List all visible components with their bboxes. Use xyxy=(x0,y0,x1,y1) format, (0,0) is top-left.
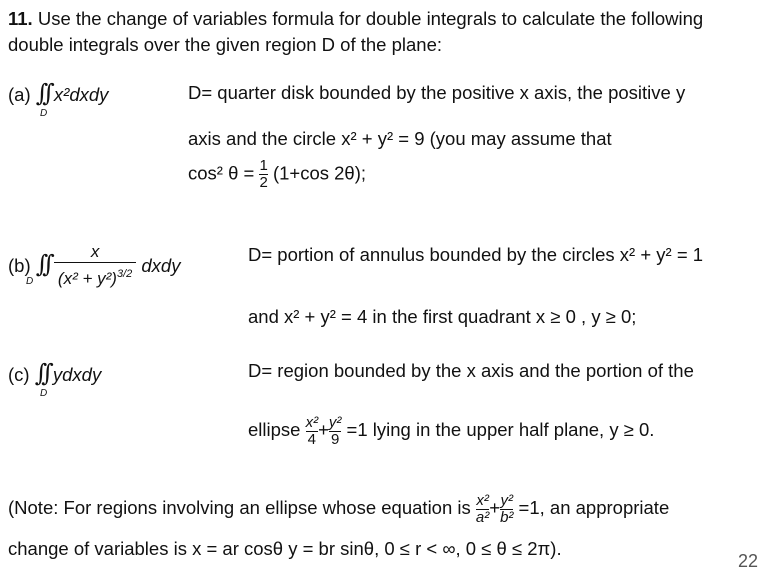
part-b-desc-line1: D= portion of annulus bounded by the circles x² + y² = 1 xyxy=(248,244,704,265)
part-c-integrand: ydxdy xyxy=(52,364,102,385)
part-b-tail: dxdy xyxy=(141,255,181,276)
hint-lhs: cos² θ = xyxy=(188,162,255,184)
note-line1: (Note: For regions involving an ellipse whose equation is $\frac{\text{x²}}{\text{a²}}$ + $\frac{\text{y²}}{\text{b²}}$ =1, an appropriate xyxy=(8,491,670,526)
problem-number: 11. xyxy=(8,8,33,29)
ellipse-y-fraction xyxy=(329,415,342,448)
part-b-den: (x² + y²) xyxy=(57,269,117,288)
part-b-integral xyxy=(8,242,180,290)
part-b-desc-line2: and x² + y² = 4 in the first quadrant x ≥ 0 , y ≥ 0; xyxy=(248,306,637,327)
part-b-den-wrap xyxy=(54,262,136,290)
part-a-integral xyxy=(8,79,109,107)
part-b-label: (b) xyxy=(8,255,31,276)
part-b-region-sub: D xyxy=(26,276,34,287)
part-c-desc-line2: ellipse $\frac{\text{x²}}{4}$ + $\frac{\text{y²}}{9}$ =1 lying in the upper half plane, y ≥ 0. xyxy=(248,413,655,448)
part-a-desc-line1: D= quarter disk bounded by the positive x axis, the positive y xyxy=(188,82,686,103)
hint-num: 1 xyxy=(259,157,268,174)
problem-intro-line2: double integrals over the given region D of the plane: xyxy=(8,34,443,55)
double-integral-symbol: ∫∫ xyxy=(34,359,48,387)
part-b-fraction xyxy=(54,242,136,290)
note-tail: =1, an appropriate xyxy=(518,497,670,518)
part-c-region-sub: D xyxy=(40,388,48,399)
part-b-den-power: 3/2 xyxy=(116,268,133,280)
note-x-den: a² xyxy=(475,508,490,526)
part-c-label: (c) xyxy=(8,364,30,385)
double-integral-symbol: ∫∫ xyxy=(35,250,49,278)
double-integral-symbol: ∫∫ xyxy=(35,79,49,107)
part-c-integral xyxy=(8,359,102,387)
note-head: (Note: For regions involving an ellipse whose equation is xyxy=(8,497,471,518)
hint-fraction xyxy=(259,158,267,191)
hint-rhs: (1+cos 2θ); xyxy=(272,162,367,184)
ellipse-x-fraction xyxy=(306,415,319,448)
hint-den: 2 xyxy=(259,174,268,191)
note-line2: change of variables is x = ar cosθ y = br sinθ, 0 ≤ r < ∞, 0 ≤ θ ≤ 2π). xyxy=(8,538,562,559)
note-y-fraction xyxy=(500,493,513,526)
part-a-integrand: x²dxdy xyxy=(53,84,109,105)
part-a-desc-line2: axis and the circle x² + y² = 9 (you may assume that xyxy=(188,128,612,149)
part-b-num: x xyxy=(90,242,100,261)
ellipse-y-den: 9 xyxy=(329,431,342,448)
note-y-den: b² xyxy=(500,508,514,526)
page-corner-number: 22 xyxy=(737,551,758,571)
intro-text-1: Use the change of variables formula for double integrals to calculate the following xyxy=(37,8,704,29)
note-x-num: x² xyxy=(476,491,489,509)
part-c-desc-line1: D= region bounded by the x axis and the portion of the xyxy=(248,360,694,381)
problem-intro-line1 xyxy=(8,8,703,30)
ellipse-word: ellipse xyxy=(248,419,301,440)
part-a-label: (a) xyxy=(8,84,31,105)
ellipse-tail: =1 lying in the upper half plane, y ≥ 0. xyxy=(346,419,655,440)
part-a-region-sub: D xyxy=(40,108,48,119)
ellipse-x-den: 4 xyxy=(306,431,319,448)
ellipse-x-num: x² xyxy=(305,413,319,431)
part-a-hint xyxy=(188,158,366,191)
ellipse-y-num: y² xyxy=(328,413,342,431)
note-x-fraction xyxy=(476,493,489,526)
note-y-num: y² xyxy=(500,491,513,509)
